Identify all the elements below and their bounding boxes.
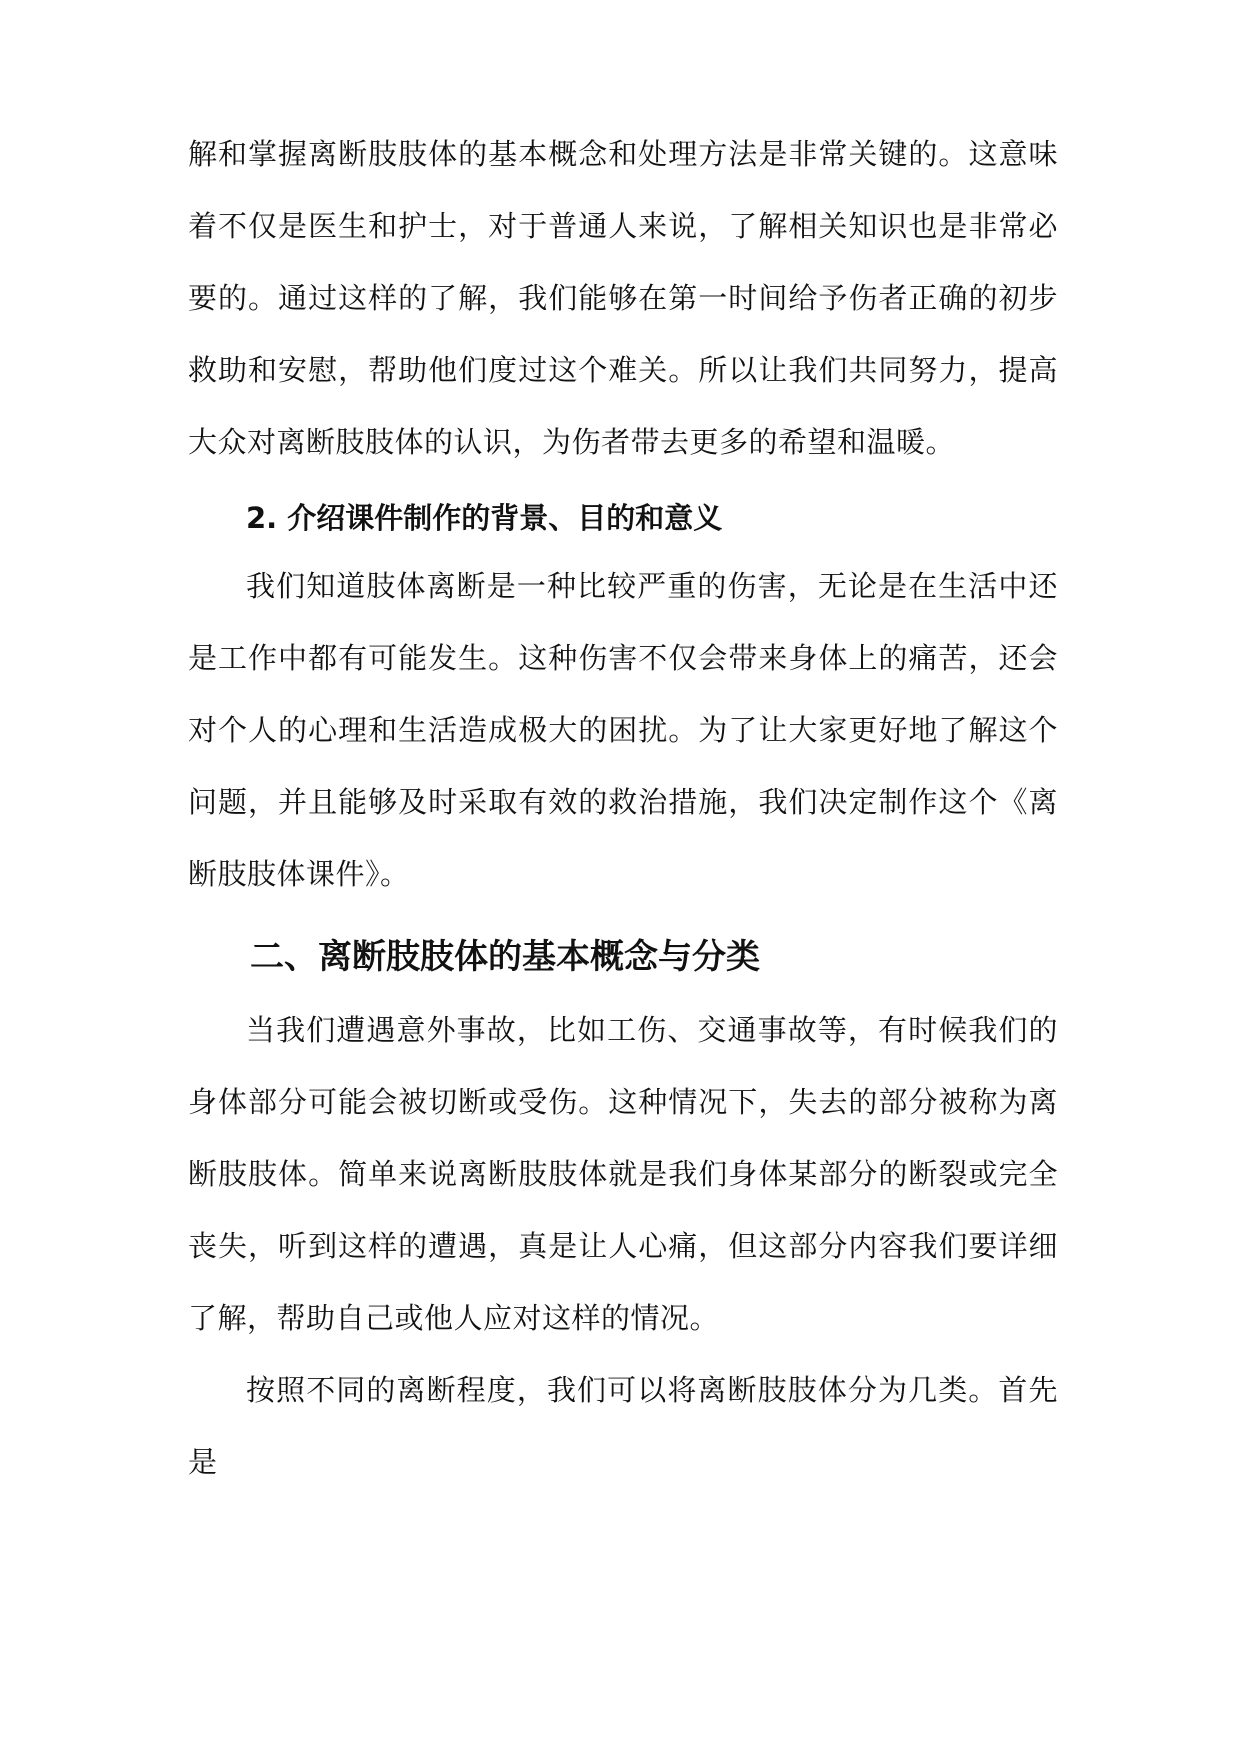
paragraph-classification: 按照不同的离断程度，我们可以将离断肢肢体分为几类。首先是 (188, 1373, 1058, 1479)
paragraph-concept: 当我们遭遇意外事故，比如工伤、交通事故等，有时候我们的身体部分可能会被切断或受伤。这种情况下，失去的部分被称为离断肢肢体。简单来说离断肢肢体就是我们身体某部分的断裂或完全丧失，听到这样的遭遇，真是让人心痛，但这部分内容我们要详细了解，帮助自己或他人应对这样的情况。 (188, 1013, 1058, 1335)
paragraph-intro-continued: 解和掌握离断肢肢体的基本概念和处理方法是非常关键的。这意味着不仅是医生和护士，对于普通人来说，了解相关知识也是非常必要的。通过这样的了解，我们能够在第一时间给予伤者正确的初步救助和安慰，帮助他们度过这个难关。所以让我们共同努力，提高大众对离断肢肢体的认识，为伤者带去更多的希望和温暖。 (188, 137, 1058, 459)
subsection-heading-2: 2. 介绍课件制作的背景、目的和意义 (246, 501, 723, 535)
paragraph-background: 我们知道肢体离断是一种比较严重的伤害，无论是在生活中还是工作中都有可能发生。这种伤害不仅会带来身体上的痛苦，还会对个人的心理和生活造成极大的困扰。为了让大家更好地了解这个问题，并且能够及时采取有效的救治措施，我们决定制作这个《离断肢肢体课件》。 (188, 569, 1058, 891)
section-heading-2: 二、离断肢肢体的基本概念与分类 (250, 937, 760, 977)
